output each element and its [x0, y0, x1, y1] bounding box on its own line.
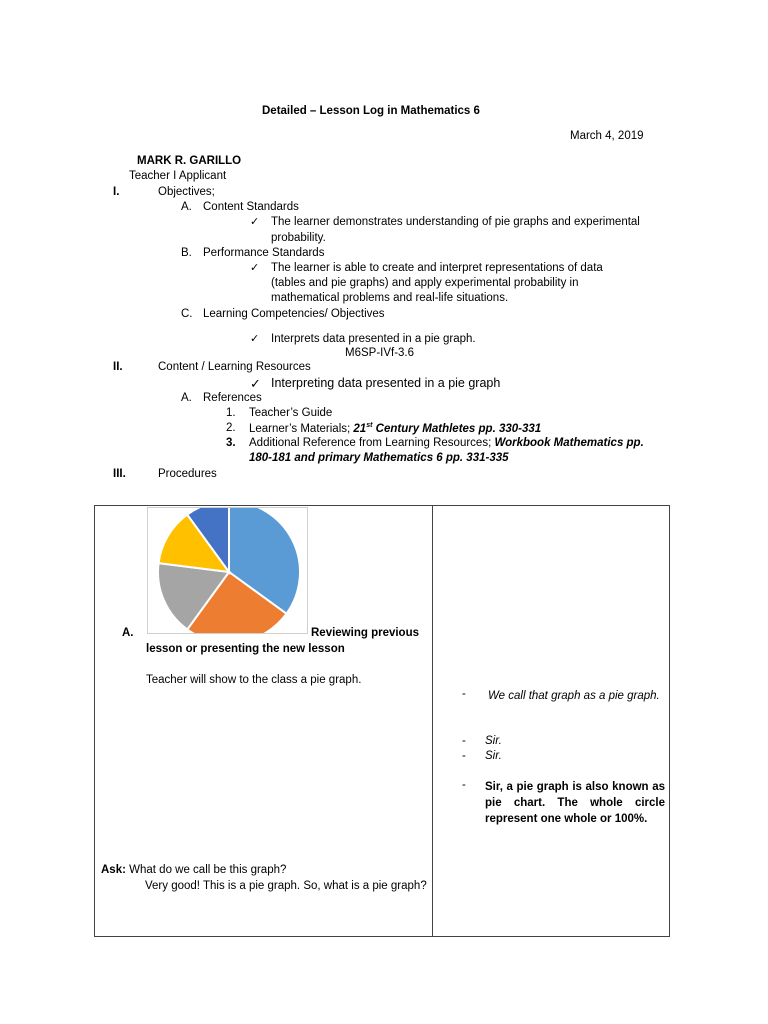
- reference-2-title: Century Mathletes pp. 330-331: [372, 422, 542, 435]
- procedure-item-title-2: lesson or presenting the new lesson: [146, 643, 345, 655]
- section-3-number: III.: [113, 468, 126, 480]
- section-1a-label: Content Standards: [203, 201, 299, 213]
- performance-standard-line2: (tables and pie graphs) and apply experimental probability in: [271, 277, 579, 289]
- check-icon: ✓: [250, 261, 260, 274]
- check-icon: ✓: [250, 215, 260, 228]
- competency-text: Interprets data presented in a pie graph.: [271, 333, 476, 345]
- check-icon: ✓: [250, 377, 261, 392]
- performance-standard-line1: The learner is able to create and interpret representations of data: [271, 262, 603, 274]
- reference-2-number: 2.: [226, 422, 236, 434]
- pie-chart: [148, 508, 307, 633]
- section-1b-label: Performance Standards: [203, 247, 325, 259]
- response-dash: -: [462, 735, 466, 747]
- reference-3-text: [249, 437, 644, 449]
- procedure-item-letter: A.: [122, 627, 134, 639]
- reference-3-title-a: Workbook Mathematics pp.: [494, 437, 644, 449]
- section-1-number: I.: [113, 186, 120, 198]
- check-icon: ✓: [250, 332, 260, 345]
- reference-1-text: Teacher’s Guide: [249, 407, 333, 419]
- ask-question: What do we call be this graph?: [125, 864, 287, 876]
- procedure-item-title-1: Reviewing previous: [311, 627, 420, 639]
- content-text: Interpreting data presented in a pie graph: [271, 376, 501, 390]
- pie-chart-frame: [147, 507, 308, 634]
- ask-label: Ask:: [101, 864, 126, 876]
- teacher-instruction: Teacher will show to the class a pie graph.: [146, 674, 362, 686]
- section-2a-label: References: [203, 392, 262, 404]
- section-1c-label: Learning Competencies/ Objectives: [203, 308, 385, 320]
- response-dash: -: [462, 750, 466, 762]
- response-3: Sir.: [485, 750, 502, 762]
- performance-standard-line3: mathematical problems and real-life situations.: [271, 292, 509, 304]
- response-2: Sir.: [485, 735, 502, 747]
- author-position: Teacher I Applicant: [129, 170, 227, 182]
- content-standard-line2: probability.: [271, 232, 326, 244]
- section-2-number: II.: [113, 361, 123, 373]
- reference-2-prefix: Learner’s Materials;: [249, 422, 354, 435]
- section-3-label: Procedures: [158, 468, 217, 480]
- section-1b-letter: B.: [181, 247, 192, 259]
- response-4: Sir, a pie graph is also known as pie chart. The whole circle represent one whole or 100%.: [485, 781, 665, 825]
- reference-2-text: [249, 422, 541, 435]
- reference-3-prefix: Additional Reference from Learning Resources;: [249, 437, 495, 449]
- author-name: MARK R. GARILLO: [137, 155, 242, 167]
- teacher-followup: Very good! This is a pie graph. So, what is a pie graph?: [145, 880, 427, 892]
- section-2-label: Content / Learning Resources: [158, 361, 311, 373]
- response-dash: -: [462, 688, 466, 700]
- reference-2-number-italic: 21: [353, 422, 367, 435]
- document-date: March 4, 2019: [570, 130, 644, 142]
- response-1: We call that graph as a pie graph.: [488, 690, 660, 702]
- ask-line: [101, 864, 286, 876]
- reference-3-title-b: 180-181 and primary Mathematics 6 pp. 331-335: [249, 452, 509, 464]
- reference-1-number: 1.: [226, 407, 236, 419]
- section-1-label: Objectives;: [158, 186, 215, 198]
- response-dash: -: [462, 779, 466, 791]
- table-column-divider: [432, 505, 433, 937]
- document-title: Detailed – Lesson Log in Mathematics 6: [262, 105, 480, 117]
- content-standard-line1: The learner demonstrates understanding of pie graphs and experimental: [271, 216, 640, 228]
- competency-code: M6SP-IVf-3.6: [345, 347, 415, 359]
- section-1c-letter: C.: [181, 308, 193, 320]
- reference-3-number: 3.: [226, 437, 236, 449]
- section-1a-letter: A.: [181, 201, 192, 213]
- section-2a-letter: A.: [181, 392, 192, 404]
- reference-2-superscript: st: [366, 422, 373, 429]
